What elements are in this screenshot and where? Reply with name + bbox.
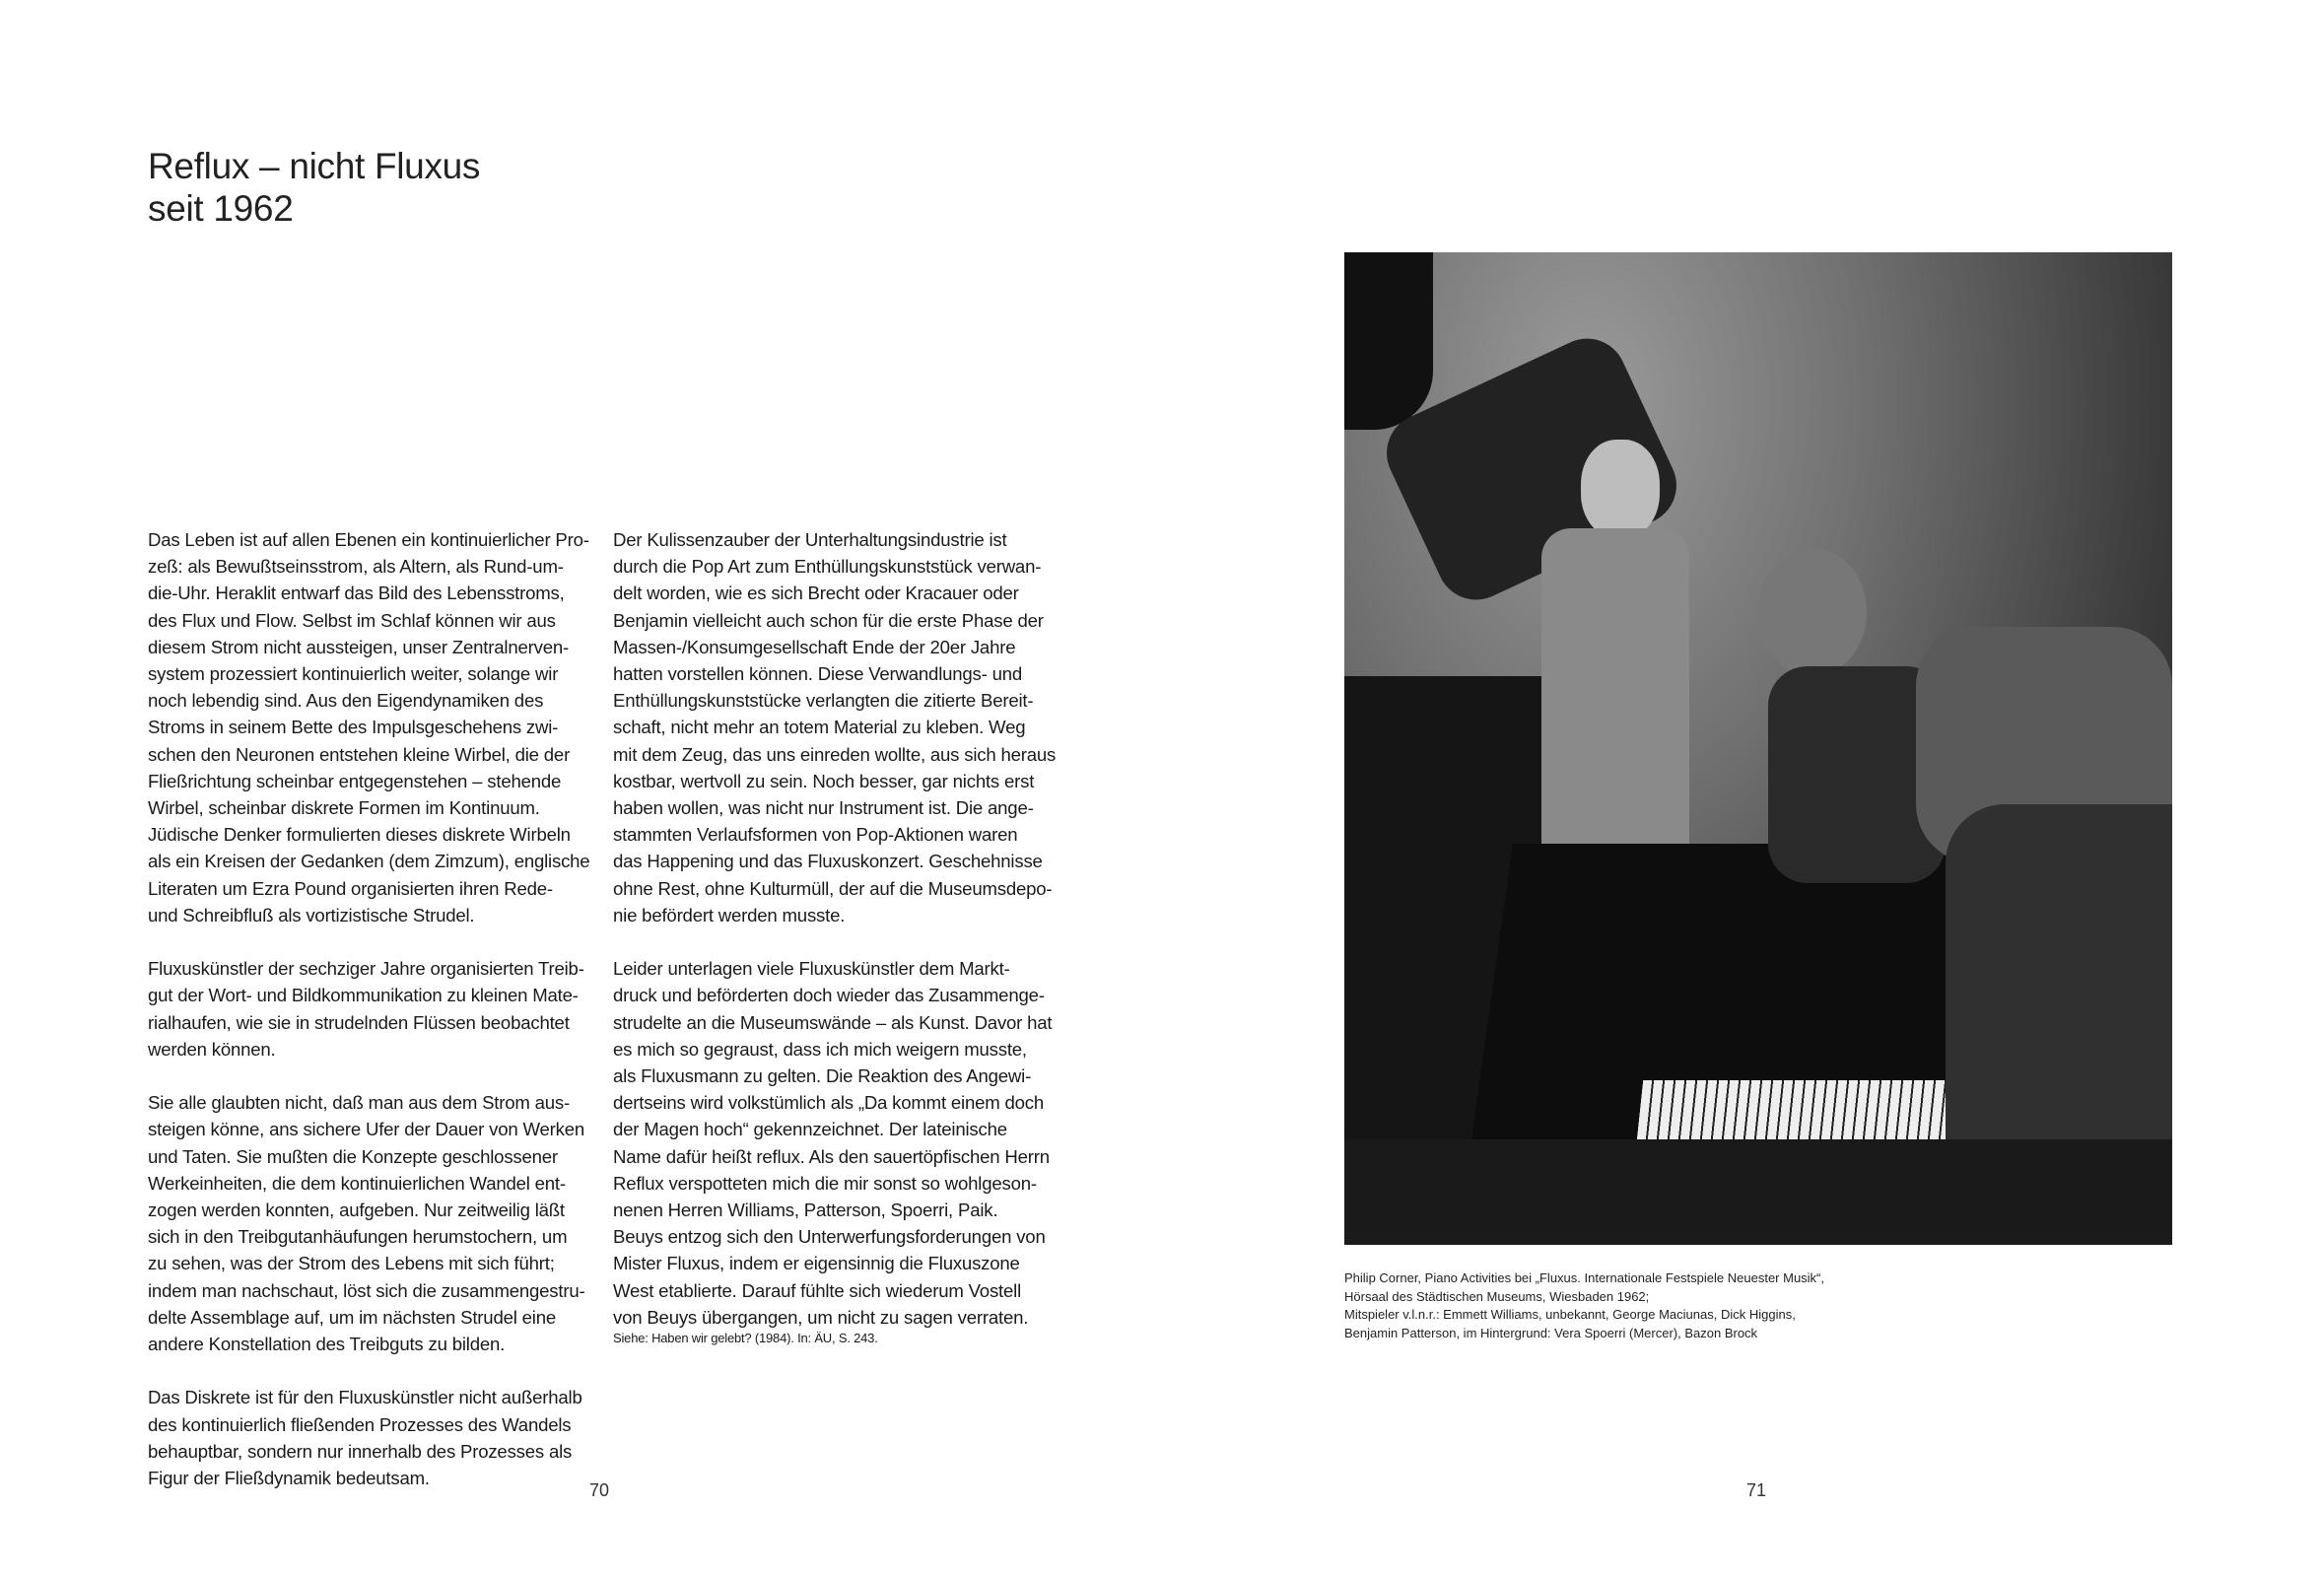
text-line: Name dafür heißt reflux. Als den sauertöpfischen Herrn: [613, 1145, 1050, 1167]
source-note: Siehe: Haben wir gelebt? (1984). In: ÄU, S. 243.: [613, 1331, 878, 1346]
text-line: Massen-/Konsumgesellschaft Ende der 20er Jahre: [613, 636, 1016, 657]
text-line: indem man nachschaut, löst sich die zusammengestru-: [148, 1279, 585, 1301]
text-line: Sie alle glaubten nicht, daß man aus dem Strom aus-: [148, 1092, 571, 1114]
text-line: nie befördert werden musste.: [613, 904, 846, 926]
text-line: Enthüllungskunststücke verlangten die zitierte Bereit-: [613, 690, 1034, 712]
text-line: behauptbar, sondern nur innerhalb des Prozesses als: [148, 1440, 573, 1462]
text-line: ohne Rest, ohne Kulturmüll, der auf die Museumsdepo-: [613, 877, 1053, 899]
paragraph: [148, 1384, 611, 1491]
text-line: noch lebendig sind. Aus den Eigendynamiken des: [148, 690, 544, 712]
page-number-left: 70: [589, 1480, 610, 1500]
text-line: steigen könne, ans sichere Ufer der Dauer von Werken: [148, 1119, 584, 1140]
left-text-column: [148, 526, 611, 1518]
text-line: Jüdische Denker formulierten dieses diskrete Wirbeln: [148, 824, 571, 846]
text-line: Literaten um Ezra Pound organisierten ihren Rede-: [148, 877, 553, 899]
text-line: Stroms in seinem Bette des Impulsgeschehens zwi-: [148, 717, 559, 738]
paragraph: [148, 955, 611, 1063]
text-line: und Schreibfluß als vortizistische Strudel.: [148, 904, 475, 926]
paragraph: [613, 526, 1076, 928]
caption-line: Hörsaal des Städtischen Museums, Wiesbaden 1962;: [1344, 1288, 1650, 1304]
text-line: und Taten. Sie mußten die Konzepte geschlossener: [148, 1145, 558, 1167]
text-line: nenen Herren Williams, Patterson, Spoerri, Paik.: [613, 1200, 998, 1221]
text-line: zu sehen, was der Strom des Lebens mit sich führt;: [148, 1253, 555, 1274]
text-line: zeß: als Bewußtseinsstrom, als Altern, als Rund-um-: [148, 556, 564, 578]
text-line: Beuys entzog sich den Unterwerfungsforderungen von: [613, 1226, 1046, 1248]
text-line: Das Leben ist auf allen Ebenen ein kontinuierlicher Pro-: [148, 529, 589, 550]
black-white-photograph: [1344, 252, 2172, 1245]
page-title: [148, 145, 480, 230]
text-line: des Flux und Flow. Selbst im Schlaf können wir aus: [148, 609, 556, 631]
text-line: als Fluxusmann zu gelten. Die Reaktion des Angewi-: [613, 1065, 1032, 1087]
caption-line: Benjamin Patterson, im Hintergrund: Vera Spoerri (Mercer), Bazon Brock: [1344, 1325, 1758, 1340]
paragraph: [148, 1089, 611, 1357]
title-line-1: Reflux – nicht Fluxus: [148, 145, 481, 186]
text-line: das Happening und das Fluxuskonzert. Geschehnisse: [613, 851, 1043, 872]
text-line: Werkeinheiten, die dem kontinuierlichen Wandel ent-: [148, 1172, 566, 1194]
photo-caption: [1344, 1269, 1824, 1342]
text-line: dertseins wird volkstümlich als „Da kommt einem doch: [613, 1092, 1045, 1114]
text-line: haben wollen, was nicht nur Instrument ist. Die ange-: [613, 797, 1034, 819]
text-line: stammten Verlaufsformen von Pop-Aktionen waren: [613, 824, 1018, 846]
right-text-column: [613, 526, 1076, 1348]
text-line: die-Uhr. Heraklit entwarf das Bild des Lebensstroms,: [148, 583, 565, 604]
text-line: rialhaufen, wie sie in strudelnden Flüssen beobachtet: [148, 1011, 570, 1033]
caption-line: Philip Corner, Piano Activities bei „Fluxus. Internationale Festspiele Neuester Musik“,: [1344, 1270, 1824, 1285]
text-line: werden können.: [148, 1038, 276, 1060]
text-line: es mich so gegraust, dass ich mich weigern musste,: [613, 1038, 1027, 1060]
text-line: schen den Neuronen entstehen kleine Wirbel, die der: [148, 743, 571, 765]
text-line: des kontinuierlich fließenden Prozesses des Wandels: [148, 1413, 572, 1435]
text-line: Fluxuskünstler der sechziger Jahre organisierten Treib-: [148, 958, 584, 980]
text-line: durch die Pop Art zum Enthüllungskunststück verwan-: [613, 556, 1042, 578]
paragraph: [148, 526, 611, 928]
text-line: druck und beförderten doch wieder das Zusammenge-: [613, 985, 1045, 1006]
text-line: Das Diskrete ist für den Fluxuskünstler nicht außerhalb: [148, 1387, 582, 1408]
text-line: Leider unterlagen viele Fluxuskünstler dem Markt-: [613, 958, 1010, 980]
text-line: hatten vorstellen können. Diese Verwandlungs- und: [613, 663, 1023, 685]
title-line-2: seit 1962: [148, 187, 294, 229]
text-line: system prozessiert kontinuierlich weiter, solange wir: [148, 663, 559, 685]
text-line: andere Konstellation des Treibguts zu bilden.: [148, 1334, 506, 1355]
text-line: diesem Strom nicht aussteigen, unser Zentralnerven-: [148, 636, 569, 657]
text-line: mit dem Zeug, das uns einreden wollte, aus sich heraus: [613, 743, 1057, 765]
text-line: sich in den Treibgutanhäufungen herumstochern, um: [148, 1226, 568, 1248]
text-line: gut der Wort- und Bildkommunikation zu kleinen Mate-: [148, 985, 579, 1006]
text-line: strudelte an die Museumswände – als Kunst. Davor hat: [613, 1011, 1053, 1033]
page-number-right: 71: [1746, 1480, 1767, 1500]
text-line: als ein Kreisen der Gedanken (dem Zimzum), englische: [148, 851, 590, 872]
text-line: delt worden, wie es sich Brecht oder Kracauer oder: [613, 583, 1019, 604]
text-line: Wirbel, scheinbar diskrete Formen im Kontinuum.: [148, 797, 540, 819]
text-line: von Beuys übergangen, um nicht zu sagen verraten.: [613, 1306, 1029, 1328]
text-line: schaft, nicht mehr an totem Material zu kleben. Weg: [613, 717, 1026, 738]
text-line: Mister Fluxus, indem er eigensinnig die Fluxuszone: [613, 1253, 1020, 1274]
text-line: Benjamin vielleicht auch schon für die erste Phase der: [613, 609, 1044, 631]
text-line: der Magen hoch“ gekennzeichnet. Der lateinische: [613, 1119, 1007, 1140]
text-line: Reflux verspotteten mich die mir sonst so wohlgeson-: [613, 1172, 1037, 1194]
text-line: delte Assemblage auf, um im nächsten Strudel eine: [148, 1306, 556, 1328]
text-line: Der Kulissenzauber der Unterhaltungsindustrie ist: [613, 529, 1007, 550]
text-line: West etablierte. Darauf fühlte sich wiederum Vostell: [613, 1279, 1022, 1301]
text-line: Fließrichtung scheinbar entgegenstehen – stehende: [148, 770, 562, 791]
text-line: kostbar, wertvoll zu sein. Noch besser, gar nichts erst: [613, 770, 1035, 791]
text-line: zogen werden konnten, aufgeben. Nur zeitweilig läßt: [148, 1200, 565, 1221]
paragraph: [613, 955, 1076, 1331]
text-line: Figur der Fließdynamik bedeutsam.: [148, 1468, 430, 1489]
caption-line: Mitspieler v.l.n.r.: Emmett Williams, unbekannt, George Maciunas, Dick Higgins,: [1344, 1307, 1796, 1322]
